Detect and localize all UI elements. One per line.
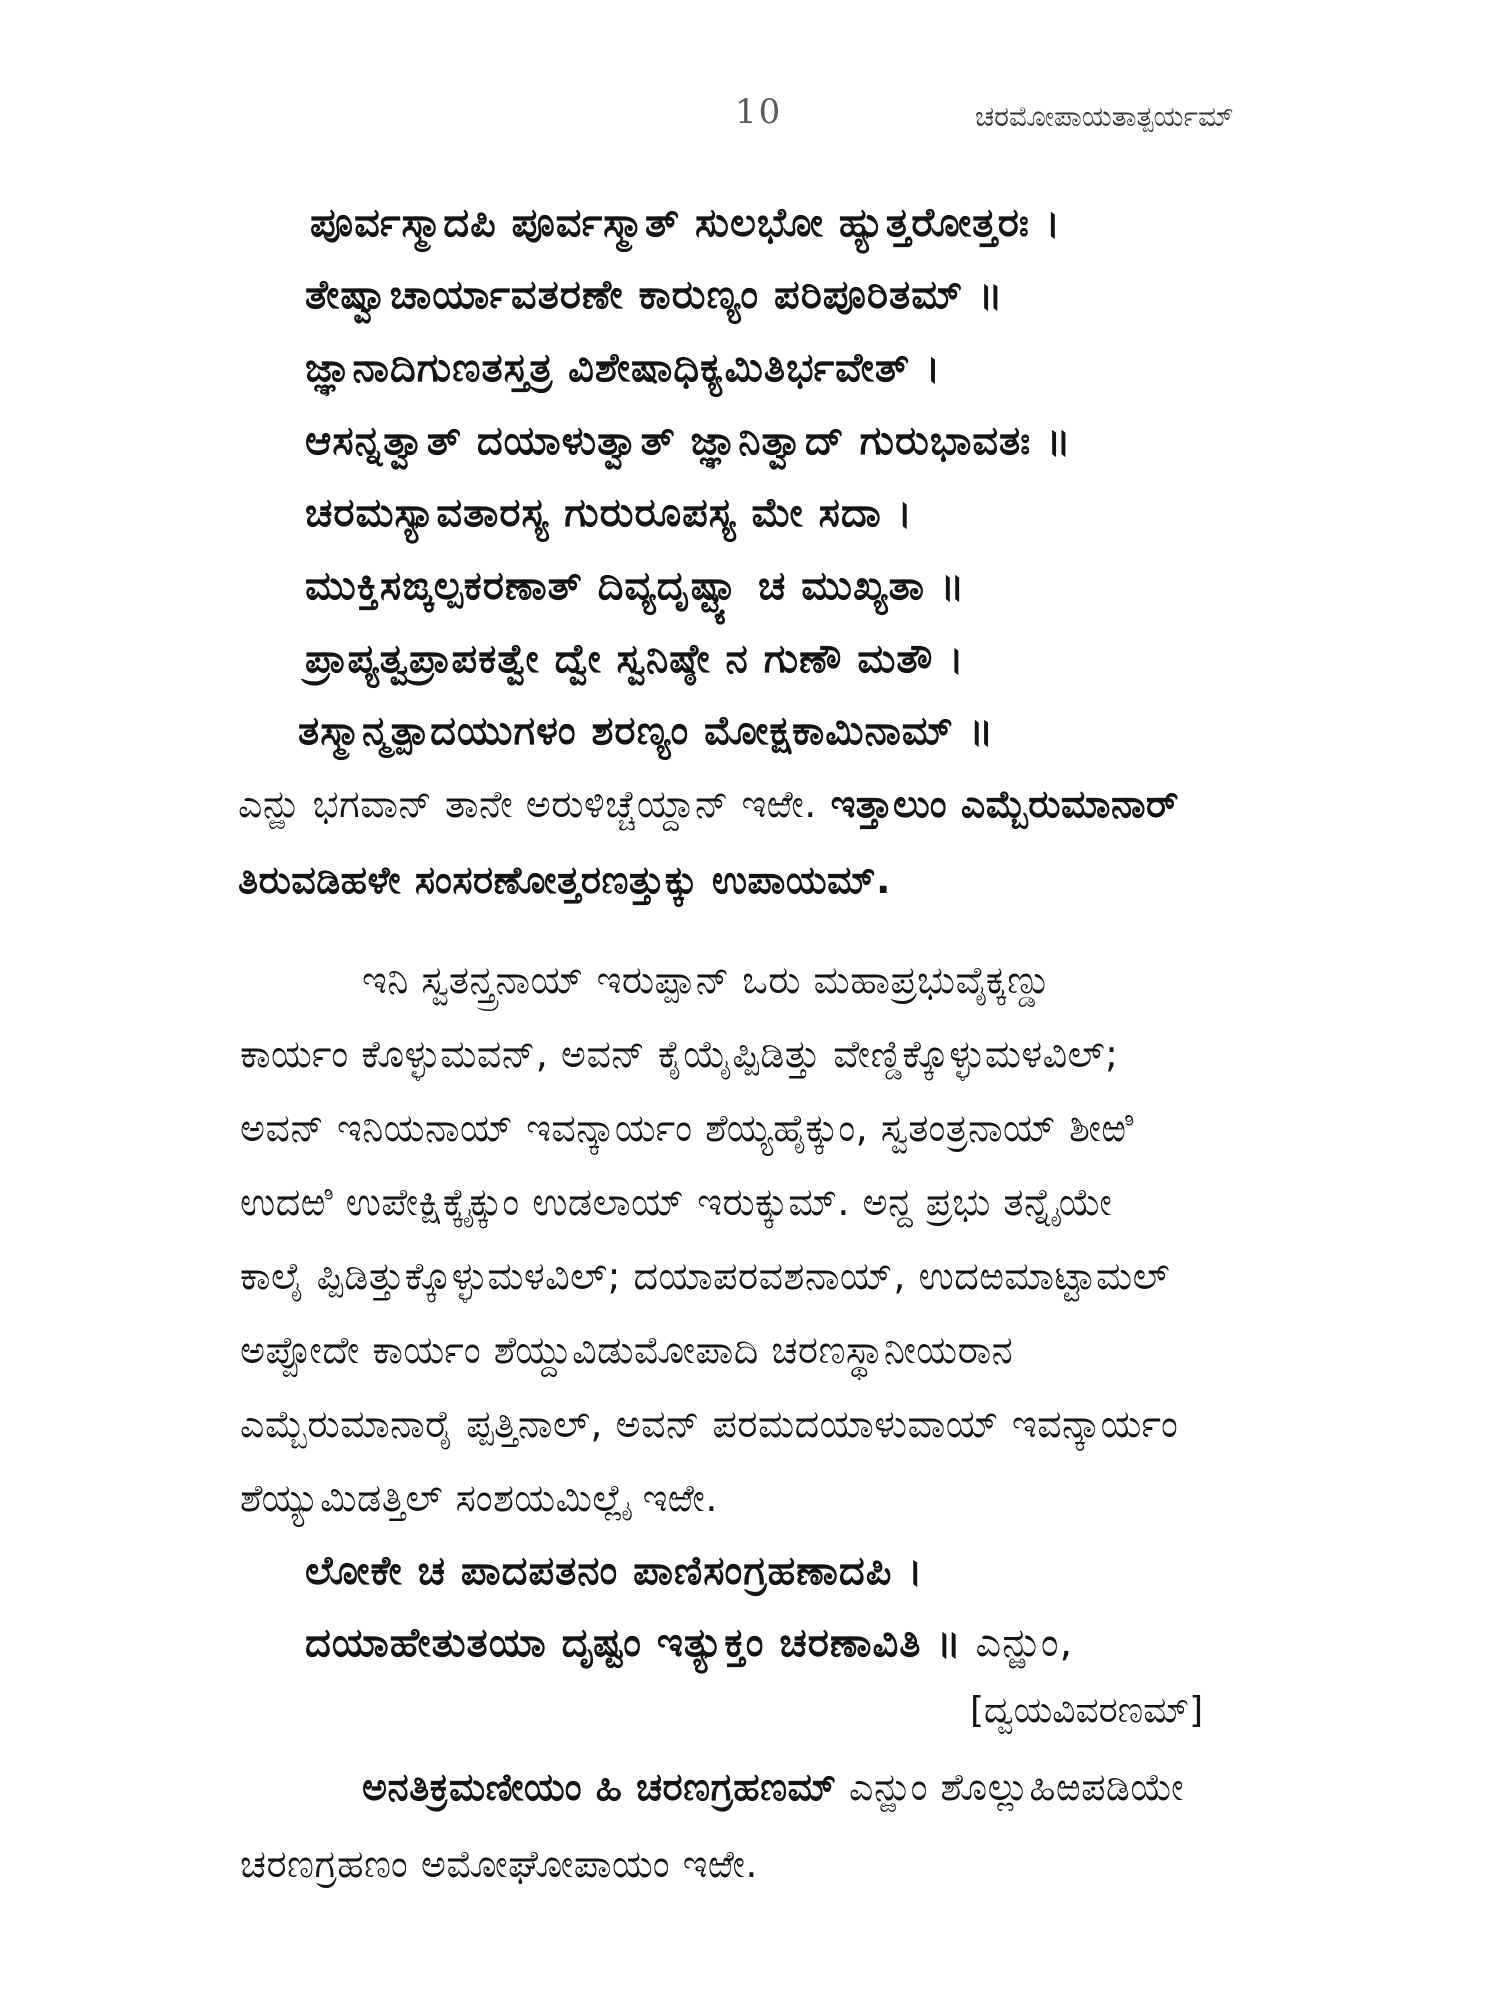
verse-line: ಪ್ರಾಪ್ಯತ್ವಪ್ರಾಪಕತ್ವೇ ದ್ವೇ ಸ್ವನಿಷ್ಠೇ ನ ಗುಣೌ ಮತೌ ।	[305, 636, 965, 682]
paragraph-line: ಕಾರ್ಯಂ ಕೊಳ್ಳುಮವನ್, ಅವನ್ ಕೈಯೈಪ್ಪಿಡಿತ್ತು ವೇಣ್ಡಿಕ್ಕೊಳ್ಳುಮಳವಿಲ್;	[240, 1032, 1119, 1076]
citation: [ದ್ವಯವಿವರಣಮ್]	[970, 1690, 1204, 1731]
page-number: 10	[735, 92, 783, 132]
verse-line: ತಸ್ಮಾನ್ಮತ್ಪಾದಯುಗಳಂ ಶರಣ್ಯಂ ಮೋಕ್ಷಕಾಮಿನಾಮ್ ॥	[298, 708, 995, 754]
verse-line: ಆಸನ್ನತ್ವಾತ್ ದಯಾಳುತ್ವಾತ್ ಜ್ಞಾನಿತ್ವಾದ್ ಗುರುಭಾವತಃ ॥	[305, 418, 1072, 464]
verse-text: ದಯಾಹೇತುತಯಾ ದೃಷ್ಟಂ ಇತ್ಯುಕ್ತಂ ಚರಣಾವಿತಿ ॥	[305, 1620, 962, 1666]
verse-line: ಲೋಕೇ ಚ ಪಾದಪತನಂ ಪಾಣಿಸಂಗ್ರಹಣಾದಪಿ ।	[305, 1548, 924, 1594]
paragraph-line: ಎಮ್ಬೆರುಮಾನಾರೈ ಪ್ಪತ್ತಿನಾಲ್, ಅವನ್ ಪರಮದಯಾಳುವಾಯ್ ಇವನ್ಕಾರ್ಯಂ	[240, 1402, 1179, 1446]
paragraph-line: ಶೆಯ್ಯುಮಿಡತ್ತಿಲ್ ಸಂಶಯಮಿಲ್ಲೈ ಇಱೇ.	[240, 1476, 718, 1520]
paragraph-line	[362, 1765, 1184, 1810]
verse-line: ಮುಕ್ತಿಸಙ್ಕಲ್ಪಕರಣಾತ್ ದಿವ್ಯದೃಷ್ಟ್ಯಾ ಚ ಮುಖ್ಯತಾ ॥	[305, 563, 966, 609]
paragraph-line: ಚರಣಗ್ರಹಣಂ ಅಮೋಘೋಪಾಯಂ ಇಱೇ.	[240, 1842, 758, 1886]
verse-suffix: ಎನ್ಱುಂ,	[961, 1620, 1074, 1666]
paragraph-text-bold: ಅನತಿಕ್ರಮಣೀಯಂ ಹಿ ಚರಣಗ್ರಹಣಮ್	[362, 1765, 837, 1809]
verse-line: ಪೂರ್ವಸ್ಮಾದಪಿ ಪೂರ್ವಸ್ಮಾತ್ ಸುಲಭೋ ಹ್ಯುತ್ತರೋತ್ತರಃ ।	[310, 200, 1062, 246]
paragraph-line: ಕಾಲೈ ಪ್ಪಿಡಿತ್ತುಕ್ಕೊಳ್ಳುಮಳವಿಲ್; ದಯಾಪರವಶನಾಯ್, ಉದಱಮಾಟ್ಟಾಮಲ್	[240, 1254, 1171, 1298]
paragraph-text: ಎನ್ಱುಂ ಶೊಲ್ಲುಹಿಱಪಡಿಯೇ	[836, 1765, 1185, 1809]
paragraph-line: ಇನಿ ಸ್ವತನ್ತ್ರನಾಯ್ ಇರುಪ್ಪಾನ್ ಒರು ಮಹಾಪ್ರಭುವೈಕ್ಕಣ್ಡು	[362, 958, 1051, 1002]
verse-line	[305, 1620, 1073, 1666]
verse-line: ಚರಮಸ್ಯಾವತಾರಸ್ಯ ಗುರುರೂಪಸ್ಯ ಮೇ ಸದಾ ।	[305, 490, 913, 536]
paragraph-text-bold: ಇತ್ತಾಲುಂ ಎಮ್ಬೆರುಮಾನಾರ್	[816, 782, 1179, 826]
paragraph-line	[238, 782, 1179, 827]
verse-line: ತೇಷ್ವಾಚಾರ್ಯಾವತರಣೇ ಕಾರುಣ್ಯಂ ಪರಿಪೂರಿತಮ್ ॥	[305, 272, 1004, 318]
paragraph-line: ತಿರುವಡಿಹಳೇ ಸಂಸರಣೋತ್ತರಣತ್ತುಕ್ಕು ಉಪಾಯಮ್.	[238, 858, 891, 902]
verse-line: ಜ್ಞಾನಾದಿಗುಣತಸ್ತತ್ರ ವಿಶೇಷಾಧಿಕ್ಯಮಿತಿರ್ಭವೇತ್ ।	[305, 345, 942, 391]
paragraph-line: ಉದಱಿ ಉಪೇಕ್ಷಿಕ್ಕೈಕ್ಕುಂ ಉಡಲಾಯ್ ಇರುಕ್ಕುಮ್. ಅನ್ದ ಪ್ರಭು ತನ್ನೈಯೇ	[240, 1180, 1113, 1224]
paragraph-line: ಅಪ್ಪೋದೇ ಕಾರ್ಯಂ ಶೆಯ್ದುವಿಡುಮೋಪಾದಿ ಚರಣಸ್ಥಾನೀಯರಾನ	[240, 1328, 1014, 1372]
paragraph-text: ಎನ್ಱು ಭಗವಾನ್ ತಾನೇ ಅರುಳಿಚ್ಚೆಯ್ದಾನ್ ಇಱೇ.	[238, 782, 817, 826]
running-title: ಚರಮೋಪಾಯತಾತ್ಪರ್ಯಮ್	[975, 100, 1234, 133]
paragraph-line: ಅವನ್ ಇನಿಯನಾಯ್ ಇವನ್ಕಾರ್ಯಂ ಶೆಯ್ಯಹೈಕ್ಕುಂ, ಸ್ವತಂತ್ರನಾಯ್ ಶೀಱಿ	[240, 1106, 1134, 1150]
